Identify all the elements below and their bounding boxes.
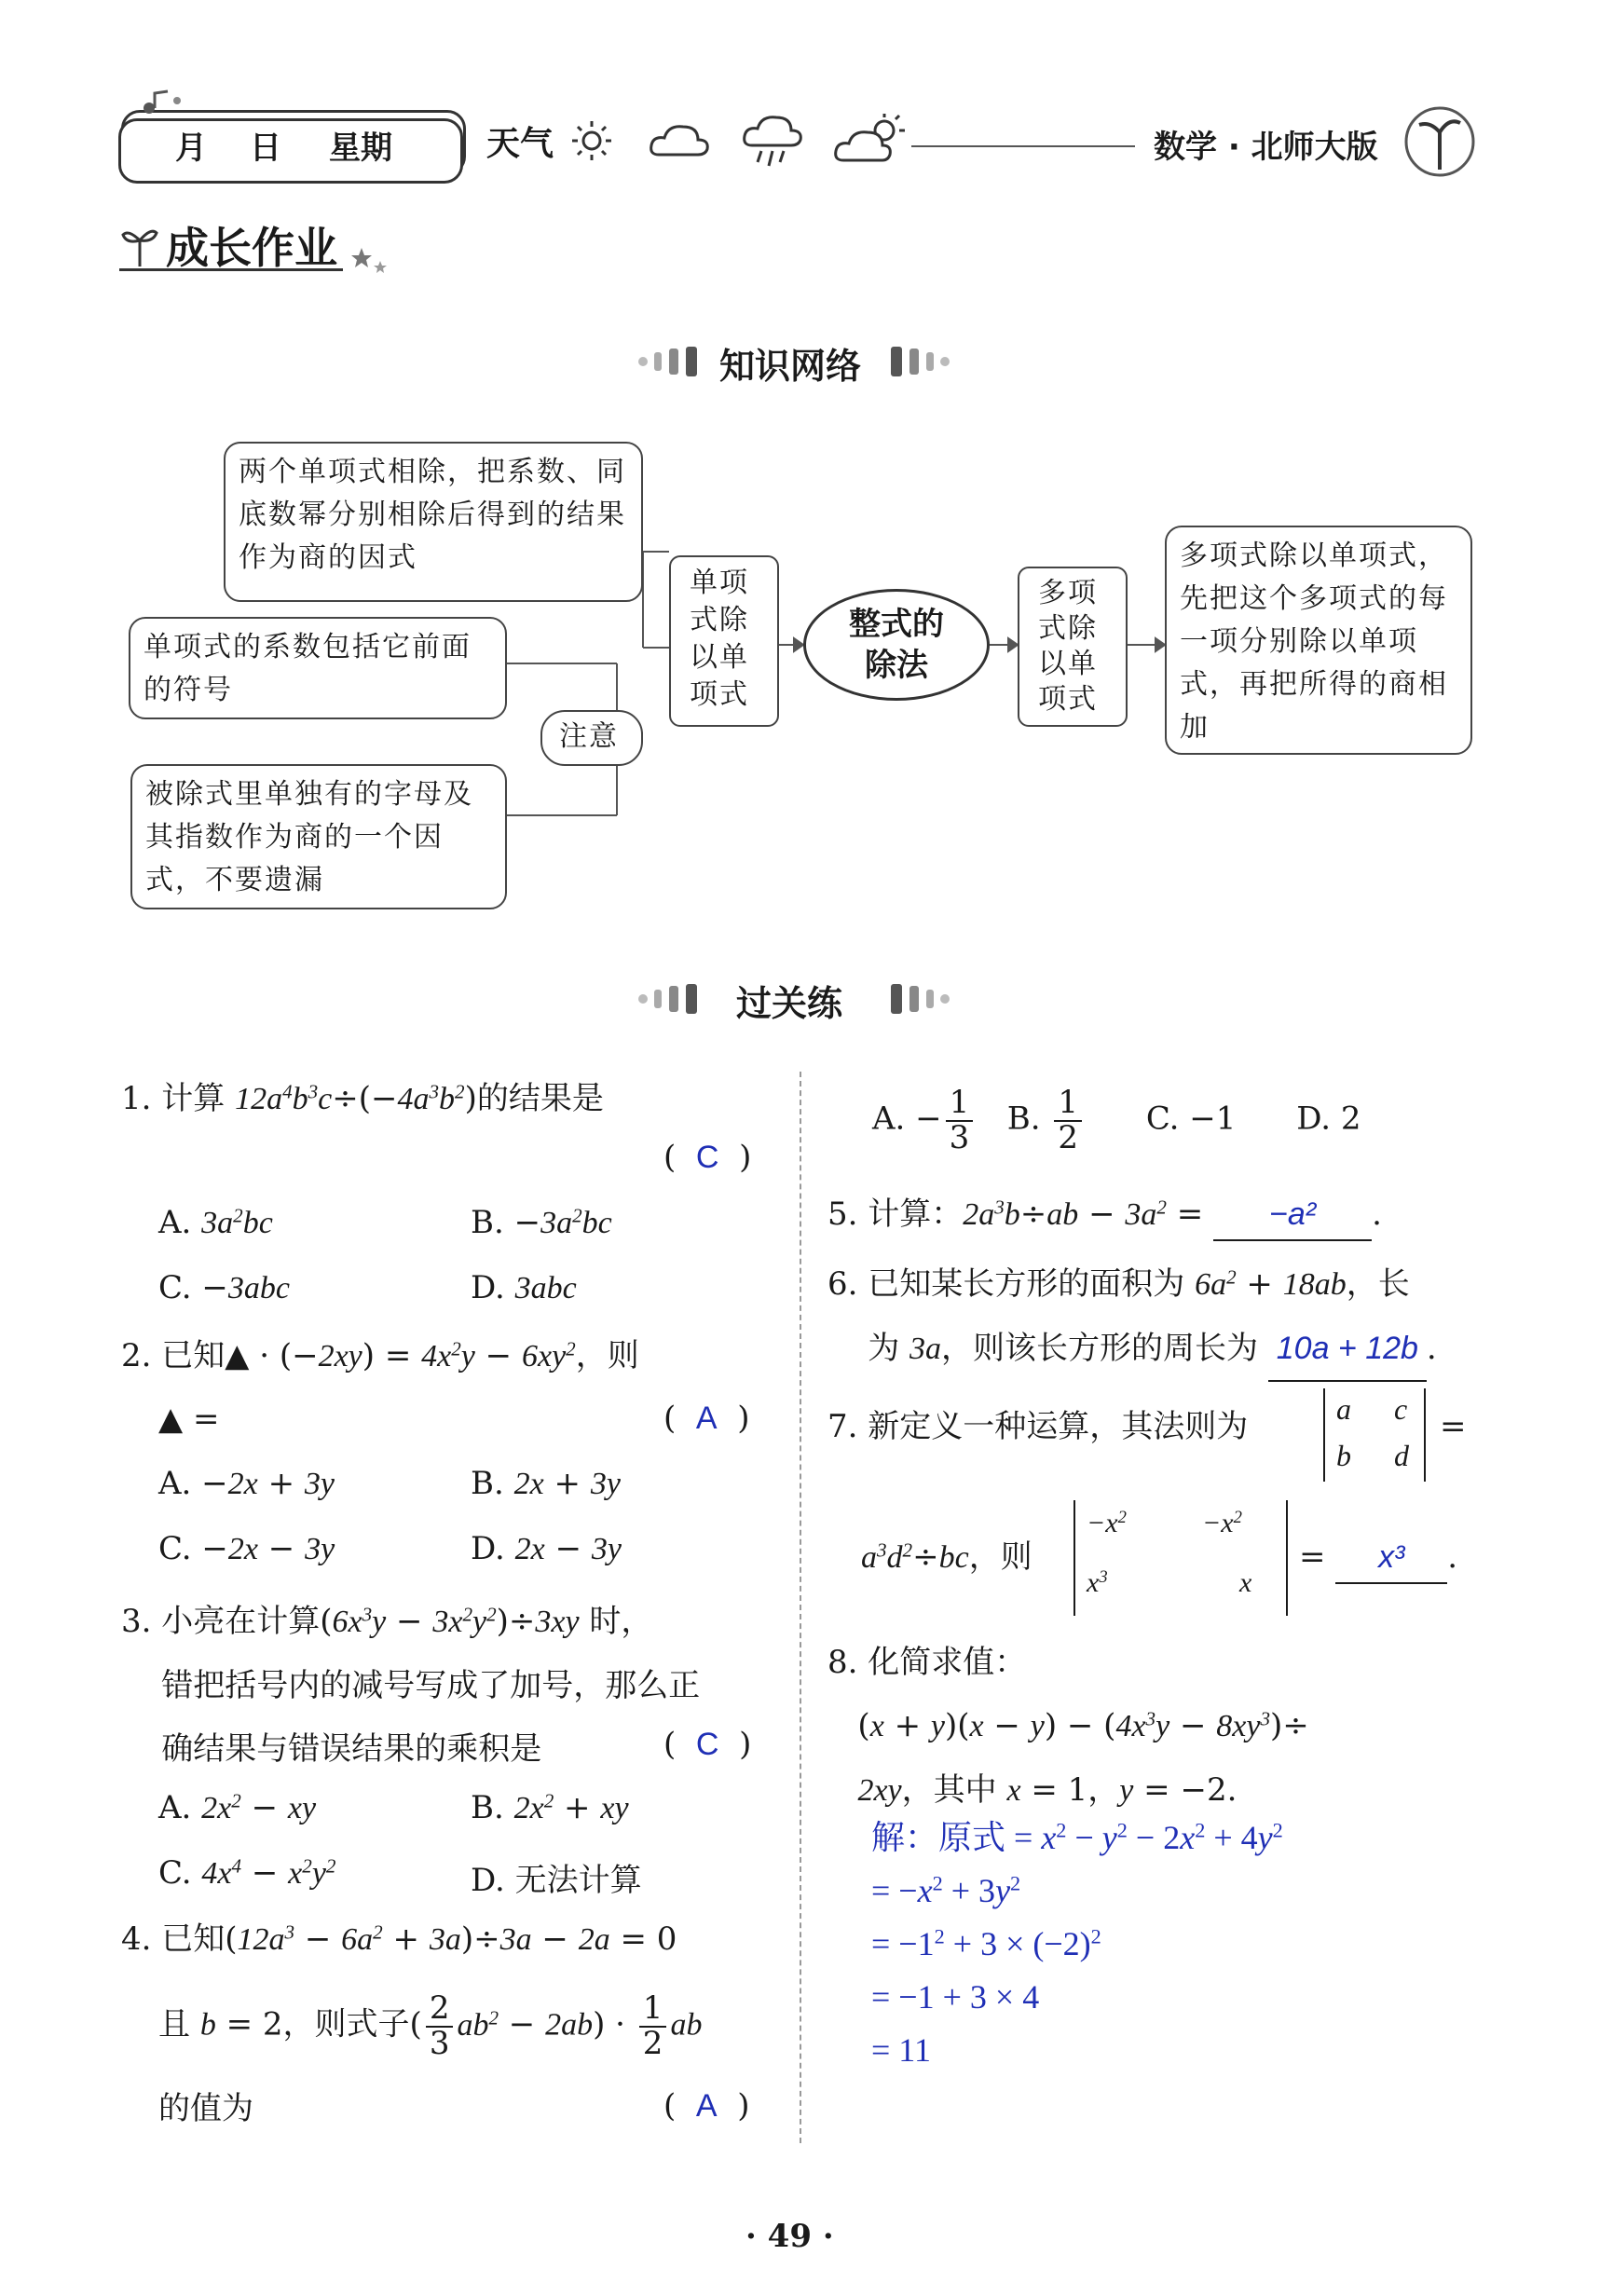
mono-division-label: 单项式除以单项式 (690, 567, 749, 711)
question-1-option-d: D. 3abc (471, 1269, 577, 1306)
question-7-answer-line: = x³ . (1299, 1532, 1457, 1584)
question-3-option-b: B. $2x^2$ + xy (471, 1789, 629, 1826)
question-1-answer: C (695, 1140, 719, 1175)
question-4-stem-3: 的值为 (158, 2090, 253, 2127)
date-week-label: 星期 (329, 130, 392, 167)
question-8-stem: 8. 化简求值： $(x + y)(x - y) - (4x^3y - 8xy^3)\div$ 2xy，其中 x = 1，y = −2. (827, 1644, 1309, 1809)
page-number: · 49 · (745, 2218, 834, 2255)
column-divider (800, 1072, 801, 2143)
center-topic-box (803, 589, 990, 701)
question-4-stem: 4. 已知$(12a^3 - 6a^2 + 3a)\div 3a - 2a = 0$ (121, 1920, 677, 1958)
question-4-answer: A (695, 2088, 718, 2124)
mono-division-rule-text: 两个单项式相除，把系数、同底数幂分别相除后得到的结果作为商的因式 (239, 456, 626, 574)
section-title: 成长作业 (166, 223, 337, 273)
question-5-stem: 5. 计算：$2a^3b\div ab - 3a^2 = -a^2$ . (827, 1189, 1382, 1241)
poly-division-rule-box (1165, 526, 1472, 755)
question-3-answer-slot: ( C ) (663, 1726, 752, 1763)
solution-line-4: = −1 + 3 × 4 (871, 1978, 1040, 2016)
question-2-option-b: B. 2x + 3y (471, 1465, 621, 1502)
question-2-stem: 2. 已知▲ · $(-2xy) = 4x^2y - 6xy^2$，则 (121, 1337, 639, 1374)
solution-line-1: 解：原式 = $x^2 - y^2 - 2x^2 + 4y^2$ (871, 1818, 1283, 1856)
question-2-option-d: D. 2x − 3y (471, 1530, 622, 1567)
question-7-determinant-x: $-x^2$ $-x^2$ $x^3$ x (1074, 1500, 1288, 1616)
question-7-determinant-abcd: a c b d (1323, 1388, 1426, 1482)
weather-label: 天气 (486, 125, 554, 163)
question-2-answer: A (695, 1401, 718, 1436)
solution-line-5: = 11 (871, 2031, 931, 2069)
question-1-option-c: C. −3abc (158, 1269, 290, 1306)
question-1-answer-slot: ( C ) (663, 1139, 752, 1176)
question-6-answer: 10a + 12b (1276, 1331, 1418, 1366)
question-2-option-c: C. −2x − 3y (158, 1530, 335, 1567)
center-topic-label: 整式的除法 (849, 606, 944, 684)
question-1-option-b: B. $-3a^2bc$ (471, 1204, 612, 1241)
question-4-answer-slot: ( A ) (663, 2087, 750, 2125)
practice-heading: 过关练 (736, 983, 843, 1024)
poly-division-label: 多项式除以单项式 (1038, 577, 1098, 716)
question-7-rule: $a^3d^2\div bc$，则 (861, 1538, 1032, 1576)
mono-division-box (669, 555, 779, 727)
question-5-answer: −a² (1269, 1196, 1317, 1232)
note-label: 注意 (559, 720, 619, 753)
note-letters-text: 被除式里单独有的字母及其指数作为商的一个因式，不要遗漏 (145, 778, 473, 896)
question-7-stem: 7. 新定义一种运算，其法则为 (827, 1408, 1249, 1445)
poly-division-rule-text: 多项式除以单项式，先把这个多项式的每一项分别除以单项式，再把所得的商相加 (1180, 540, 1448, 744)
question-7-equals: = (1440, 1408, 1467, 1445)
question-1-stem: 1. 计算 $12a^4b^3c\div(-4a^3b^2)$的结果是 (121, 1080, 604, 1117)
question-3-answer: C (695, 1727, 719, 1762)
date-month-label: 月 (175, 130, 207, 167)
question-8-solution (871, 1811, 1283, 2077)
question-4-stem-2: 且 b = 2，则式子( $\frac{2}{3}$ $ab^2 - 2ab$) · $\frac{1}{2}$ ab (158, 1989, 703, 2062)
question-2-stem-2: ▲ = (158, 1401, 220, 1438)
knowledge-heading: 知识网络 (719, 346, 862, 387)
question-3-option-d: D. 无法计算 (471, 1862, 642, 1899)
solution-line-2: = $-x^2 + 3y^2$ (871, 1871, 1021, 1909)
note-coefficient-text: 单项式的系数包括它前面的符号 (144, 631, 472, 706)
practice-deco-left-icon (634, 980, 708, 1018)
solution-line-3: = $-1^2 + 3 \times (-2)^2$ (871, 1924, 1101, 1962)
note-letters-box (130, 764, 507, 909)
subject-label: 数学 · 北师大版 (1154, 129, 1378, 166)
note-label-box (540, 710, 643, 766)
question-1-option-a: A. $3a^2bc$ (158, 1204, 273, 1241)
question-4-options: A. − $\frac{1}{3}$ B. $\frac{1}{2}$ C. −1 D. 2 (872, 1084, 1361, 1156)
date-day-label: 日 (250, 130, 281, 167)
poly-division-box (1018, 567, 1128, 727)
note-coefficient-box (129, 617, 507, 719)
question-6-stem: 6. 已知某长方形的面积为 $6a^2 + 18ab$，长 为 3a，则该长方形的周长为 10a + 12b . (827, 1252, 1437, 1382)
mono-division-rule-box (224, 442, 643, 602)
question-2-option-a: A. −2x + 3y (158, 1465, 335, 1502)
question-3-option-c: C. $4x^4 - x^2y^2$ (158, 1854, 336, 1892)
question-3-option-a: A. $2x^2$ − xy (158, 1789, 317, 1826)
practice-deco-right-icon (883, 980, 958, 1018)
question-3-stem: 3. 小亮在计算$(6x^3y - 3x^2y^2)\div 3xy$ 时， 错把括号内的减号写成了加号，那么正 确结果与错误结果的乘积是 (121, 1603, 701, 1768)
question-2-answer-slot: ( A ) (663, 1400, 750, 1437)
question-7-answer: x³ (1378, 1539, 1405, 1575)
